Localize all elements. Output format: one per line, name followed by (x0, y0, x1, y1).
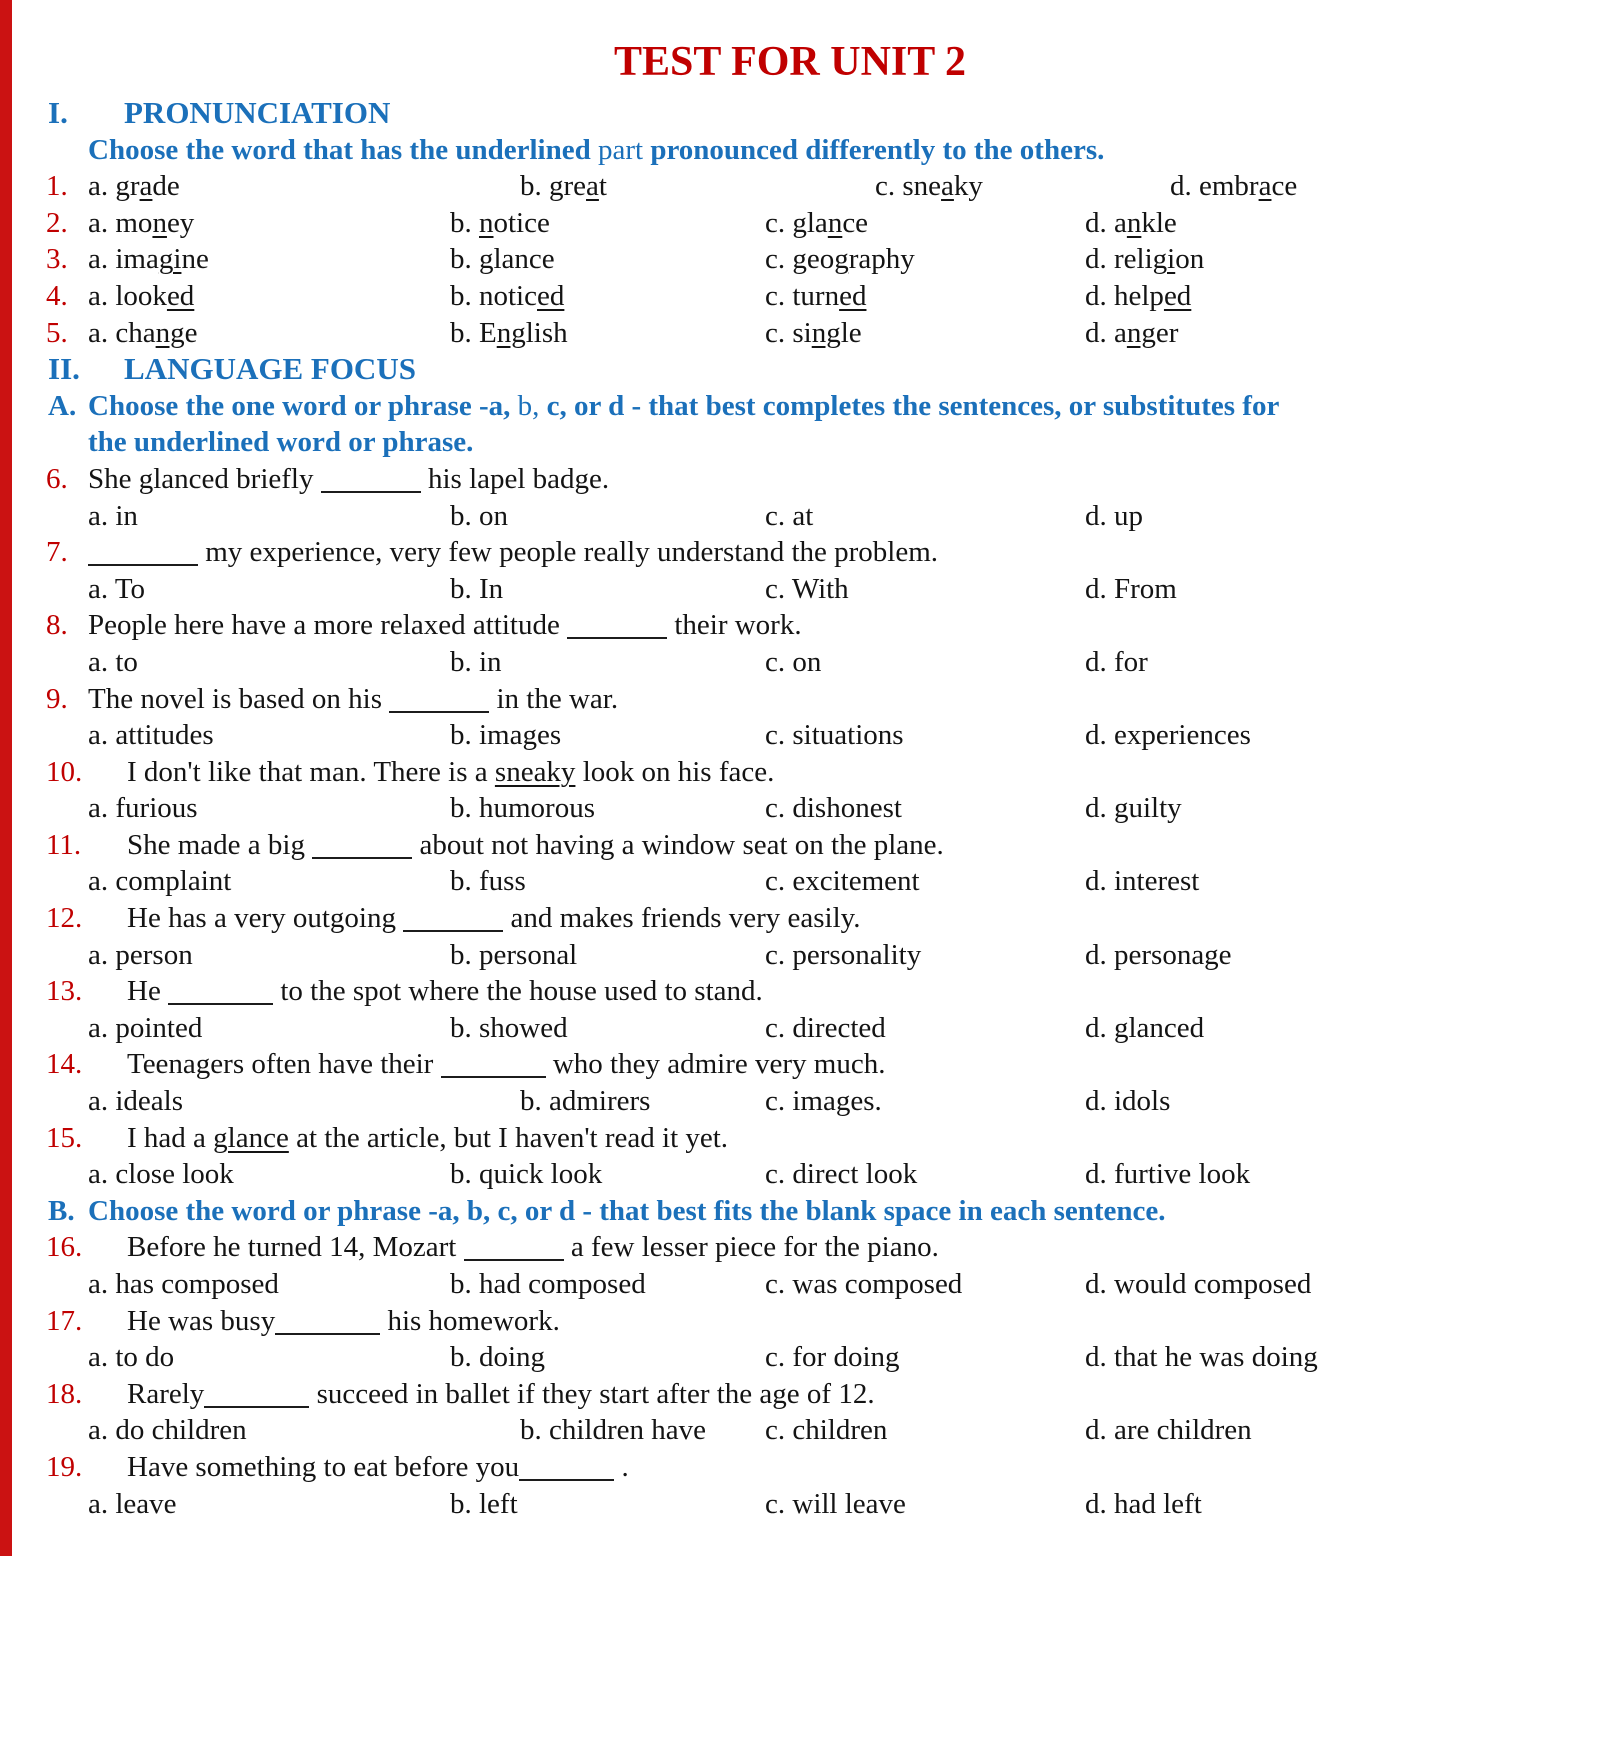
option-label: c. (765, 1487, 793, 1520)
question-row (0, 1449, 1600, 1486)
option-d: d. embrace (1170, 170, 1298, 203)
question-stem: Teenagers often have their who they admire very much. (127, 1048, 886, 1081)
option-b: b. doing (450, 1341, 546, 1374)
option-d: d. personage (1085, 938, 1232, 971)
question-number: 3. (46, 243, 68, 276)
option-label: d. (1085, 572, 1114, 605)
option-d: d. religion (1085, 243, 1205, 276)
option-b: b. notice (450, 206, 550, 239)
option-c: c. turned (765, 279, 867, 312)
option-label: a. (88, 938, 116, 971)
option-c: c. at (765, 499, 814, 532)
option-b: b. English (450, 316, 568, 349)
option-c: c. for doing (765, 1341, 900, 1374)
option-d: d. for (1085, 645, 1148, 678)
page-title: TEST FOR UNIT 2 (613, 39, 967, 85)
option-d: d. glanced (1085, 1011, 1205, 1044)
question-stem: my experience, very few people really understand the problem. (0, 534, 938, 571)
section-1-numeral: I. (48, 95, 68, 130)
option-label: c. (875, 170, 903, 203)
option-label: b. (450, 1341, 479, 1374)
option-c: c. excitement (765, 865, 920, 898)
option-label: a. (88, 1414, 116, 1447)
option-a: a. attitudes (88, 719, 214, 752)
option-b: b. noticed (450, 279, 565, 312)
option-d: d. experiences (1085, 719, 1251, 752)
option-b: b. quick look (450, 1158, 603, 1191)
underlined-part: a (941, 170, 954, 203)
option-a: a. person (88, 938, 193, 971)
option-label: b. (450, 206, 479, 239)
option-label: d. (1085, 1341, 1114, 1374)
option-label: c. (765, 1414, 793, 1447)
options-row (0, 717, 1600, 754)
option-b: b. images (450, 719, 562, 752)
option-b: b. glance (450, 243, 555, 276)
option-label: a. (88, 645, 116, 678)
blank-line (321, 477, 421, 493)
option-label: d. (1085, 243, 1114, 276)
option-label: c. (765, 279, 793, 312)
option-label: c. (765, 1158, 793, 1191)
question-row (0, 1376, 1600, 1413)
question-row (0, 607, 1600, 644)
question-number: 18. (46, 1377, 83, 1410)
underlined-part: g (834, 243, 849, 276)
option-label: b. (450, 316, 479, 349)
underlined-part: n (827, 206, 843, 239)
question-number: 15. (46, 1121, 83, 1154)
option-label: d. (1085, 499, 1114, 532)
option-label: b. (450, 499, 479, 532)
part-a-label: A. (48, 389, 77, 422)
section-2-title: LANGUAGE FOCUS (124, 351, 416, 387)
regular-text: b, (517, 389, 540, 422)
options-row (0, 278, 1600, 315)
option-label: b. (450, 719, 479, 752)
blank-line (88, 550, 198, 566)
question-row (0, 534, 1600, 571)
options-row (0, 571, 1600, 608)
option-label: a. (88, 1011, 116, 1044)
option-label: c. (765, 645, 793, 678)
option-a: a. complaint (88, 865, 232, 898)
option-d: d. anger (1085, 316, 1179, 349)
section-2-heading (0, 351, 1600, 388)
option-label: b. (450, 243, 479, 276)
underlined-part: ng (811, 316, 841, 349)
option-label: b. (450, 1268, 479, 1300)
question-row (0, 900, 1600, 937)
regular-text: part (597, 133, 644, 166)
underlined-part: ng (155, 316, 185, 349)
option-a: a. has composed (88, 1268, 279, 1300)
option-c: c. direct look (765, 1158, 918, 1191)
underlined-part: ed (839, 279, 867, 312)
question-stem: He to the spot where the house used to stand. (127, 975, 763, 1008)
blank-line (389, 697, 489, 713)
options-row (0, 315, 1600, 352)
options-row (0, 790, 1600, 827)
option-a: a. close look (88, 1158, 234, 1191)
option-label: b. (450, 938, 479, 971)
option-label: a. (88, 865, 116, 898)
options-row (0, 1266, 1600, 1303)
question-row (0, 827, 1600, 864)
option-c: c. glance (765, 206, 869, 239)
option-label: d. (1085, 279, 1114, 312)
blank-line (441, 1062, 546, 1078)
question-stem: He has a very outgoing and makes friends very easily. (127, 902, 861, 935)
option-label: c. (765, 1011, 793, 1044)
option-d: d. furtive look (1085, 1158, 1251, 1191)
option-c: c. will leave (765, 1487, 906, 1520)
option-label: c. (765, 1268, 793, 1300)
option-a: a. leave (88, 1487, 177, 1520)
question-stem: She glanced briefly his lapel badge. (88, 462, 610, 495)
question-number: 11. (46, 828, 82, 861)
option-b: b. showed (450, 1011, 568, 1044)
option-c: c. on (765, 645, 822, 678)
blank-line (312, 843, 412, 859)
option-label: c. (765, 206, 793, 239)
option-b: b. on (450, 499, 508, 532)
option-label: d. (1085, 719, 1114, 752)
underlined-part: a (1258, 170, 1272, 203)
option-label: a. (88, 499, 116, 532)
question-number: 4. (46, 279, 68, 312)
blank-line (567, 623, 667, 639)
option-c: c. With (765, 572, 849, 605)
options-row (0, 1339, 1600, 1376)
options-row (0, 205, 1600, 242)
option-b: b. admirers (520, 1085, 651, 1118)
option-label: a. (88, 1268, 116, 1300)
option-label: b. (450, 1487, 479, 1520)
question-stem: The novel is based on his in the war. (88, 682, 619, 715)
option-label: b. (450, 279, 479, 312)
option-label: a. (88, 719, 116, 752)
blank-line (275, 1319, 380, 1335)
option-label: a. (88, 792, 116, 825)
option-label: a. (88, 206, 116, 239)
option-label: d. (1085, 1414, 1114, 1447)
option-a: a. in (88, 499, 138, 532)
option-c: c. dishonest (765, 792, 902, 825)
option-d: d. that he was doing (1085, 1341, 1318, 1374)
document-content (0, 95, 1600, 1522)
underlined-part: ed (166, 279, 195, 312)
options-row (0, 644, 1600, 681)
option-b: b. personal (450, 938, 578, 971)
option-d: d. interest (1085, 865, 1200, 898)
question-number: 7. (46, 536, 68, 569)
section-1-title: PRONUNCIATION (124, 95, 391, 130)
option-a: a. money (88, 206, 195, 239)
option-label: c. (765, 792, 793, 825)
option-a: a. ideals (88, 1085, 184, 1118)
blank-line (403, 916, 503, 932)
option-label: a. (88, 572, 115, 605)
question-number: 10. (46, 755, 83, 788)
option-label: b. (450, 1011, 479, 1044)
option-c: c. personality (765, 938, 922, 971)
option-c: c. situations (765, 719, 904, 752)
option-d: d. would composed (1085, 1268, 1312, 1300)
question-row (0, 461, 1600, 498)
option-label: c. (765, 938, 793, 971)
option-a: a. do children (88, 1414, 247, 1447)
question-row (0, 754, 1600, 791)
option-label: c. (765, 719, 793, 752)
question-number: 8. (46, 609, 68, 642)
option-label: b. (520, 170, 549, 203)
question-number: 16. (46, 1231, 83, 1264)
option-label: a. (88, 1487, 116, 1520)
underlined-part: gi (158, 243, 182, 276)
option-label: d. (1085, 316, 1114, 349)
option-label: d. (1085, 1268, 1114, 1300)
option-label: b. (520, 1414, 549, 1447)
question-row (0, 973, 1600, 1010)
option-d: d. From (1085, 572, 1177, 605)
underlined-part: n (479, 206, 494, 239)
question-number: 6. (46, 462, 68, 495)
question-row (0, 681, 1600, 718)
pronunciation-questions (0, 168, 1600, 351)
option-label: d. (1085, 1011, 1114, 1044)
option-label: a. (88, 279, 116, 312)
option-c: c. sneaky (875, 170, 983, 203)
option-a: a. grade (88, 170, 180, 203)
option-d: d. guilty (1085, 792, 1182, 825)
option-label: c. (765, 316, 793, 349)
option-label: a. (88, 243, 116, 276)
option-d: d. helped (1085, 279, 1192, 312)
option-d: d. are children (1085, 1414, 1252, 1447)
question-stem: People here have a more relaxed attitude their work. (88, 609, 802, 642)
options-row (0, 863, 1600, 900)
question-row (0, 1303, 1600, 1340)
options-row (0, 1156, 1600, 1193)
option-b: b. left (450, 1487, 518, 1520)
option-d: d. up (1085, 499, 1143, 532)
underlined-part: ed (1163, 279, 1192, 312)
option-b: b. In (450, 572, 504, 605)
option-a: a. pointed (88, 1011, 203, 1044)
option-label: a. (88, 1158, 116, 1191)
question-stem: I had a glance at the article, but I haven't read it yet. (127, 1121, 729, 1154)
option-a: a. change (88, 316, 198, 349)
options-row (0, 937, 1600, 974)
option-label: b. (450, 865, 479, 898)
option-label: b. (450, 572, 479, 605)
option-d: d. idols (1085, 1085, 1171, 1118)
options-row (0, 1010, 1600, 1047)
question-number: 17. (46, 1304, 83, 1337)
option-label: a. (88, 1341, 116, 1374)
option-label: d. (1085, 865, 1114, 898)
option-label: d. (1085, 206, 1114, 239)
option-a: a. to do (88, 1341, 175, 1374)
question-number: 14. (46, 1048, 83, 1081)
option-a: a. looked (88, 279, 195, 312)
underlined-part: a (586, 170, 599, 203)
question-number: 19. (46, 1450, 83, 1483)
underlined-part: ng (496, 316, 526, 349)
option-d: d. ankle (1085, 206, 1177, 239)
underlined-part: ng (1126, 316, 1156, 349)
options-row (0, 498, 1600, 535)
option-label: d. (1085, 938, 1114, 971)
question-number: 9. (46, 682, 68, 715)
blank-line (464, 1245, 564, 1261)
section-2-numeral: II. (48, 351, 80, 387)
option-d: d. had left (1085, 1487, 1202, 1520)
question-stem: Rarely succeed in ballet if they start after the age of 12. (127, 1377, 875, 1410)
options-row (0, 241, 1600, 278)
option-label: d. (1170, 170, 1199, 203)
underlined-part: a (139, 170, 153, 203)
option-b: b. great (520, 170, 607, 203)
question-row (0, 1046, 1600, 1083)
option-label: d. (1085, 645, 1114, 678)
section-1-instruction: Choose the word that has the underlined part pronounced differently to the others. (88, 133, 1105, 166)
underlined-part: n (1126, 206, 1142, 239)
option-label: a. (88, 316, 116, 349)
option-label: c. (765, 1085, 793, 1118)
option-c: c. single (765, 316, 862, 349)
question-stem: Have something to eat before you . (127, 1450, 629, 1483)
option-b: b. had composed (450, 1268, 646, 1300)
part-a-questions (0, 461, 1600, 1193)
question-number: 1. (46, 170, 68, 203)
option-b: b. humorous (450, 792, 595, 825)
part-a-instruction-row (0, 388, 1600, 461)
option-label: c. (765, 865, 793, 898)
question-stem: Before he turned 14, Mozart a few lesser piece for the piano. (127, 1231, 939, 1264)
question-number: 12. (46, 902, 83, 935)
option-a: a. to (88, 645, 138, 678)
blank-line (204, 1392, 309, 1408)
option-label: c. (765, 499, 793, 532)
underlined-part: ed (537, 279, 565, 312)
part-b-questions (0, 1229, 1600, 1522)
part-b-instruction-row (0, 1193, 1600, 1230)
option-b: b. fuss (450, 865, 526, 898)
blank-line (519, 1465, 614, 1481)
question-stem: I don't like that man. There is a sneaky look on his face. (127, 755, 775, 788)
option-label: d. (1085, 1085, 1114, 1118)
option-label: b. (450, 645, 479, 678)
underlined-part: glance (213, 1121, 289, 1154)
option-label: c. (765, 572, 792, 605)
part-b-instruction: Choose the word or phrase -a, b, c, or d - that best fits the blank space in each sentence. (88, 1194, 1166, 1227)
question-number: 2. (46, 206, 68, 239)
options-row (0, 168, 1600, 205)
option-label: c. (765, 243, 793, 276)
option-b: b. children have (520, 1414, 707, 1447)
underlined-part: g (479, 243, 494, 276)
options-row (0, 1486, 1600, 1523)
question-number: 5. (46, 316, 68, 349)
options-row (0, 1412, 1600, 1449)
part-b-label: B. (48, 1194, 75, 1227)
question-stem: He was busy his homework. (127, 1304, 560, 1337)
question-stem: She made a big about not having a window seat on the plane. (127, 828, 944, 861)
option-label: a. (88, 170, 116, 203)
option-label: c. (765, 1341, 793, 1374)
option-c: c. children (765, 1414, 888, 1447)
option-a: a. imagine (88, 243, 209, 276)
option-a: a. furious (88, 792, 198, 825)
option-c: c. geography (765, 243, 915, 276)
section-1-heading (0, 95, 1600, 132)
option-label: a. (88, 1085, 116, 1118)
question-number: 13. (46, 975, 83, 1008)
option-c: c. was composed (765, 1268, 963, 1300)
option-a: a. To (88, 572, 146, 605)
underlined-part: sneaky (494, 755, 576, 788)
question-row (0, 1120, 1600, 1157)
option-label: b. (450, 1158, 479, 1191)
blank-line (168, 989, 273, 1005)
option-label: d. (1085, 792, 1114, 825)
question-row (0, 1229, 1600, 1266)
option-b: b. in (450, 645, 502, 678)
option-label: b. (450, 792, 479, 825)
option-c: c. images. (765, 1085, 882, 1118)
part-a-instruction: Choose the one word or phrase -a, b, c, or d - that best completes the sentences, or substitutes for the underlined word or phrase. (88, 389, 1280, 459)
option-c: c. directed (765, 1011, 886, 1044)
options-row (0, 1083, 1600, 1120)
option-label: b. (520, 1085, 549, 1118)
underlined-part: gi (1152, 243, 1176, 276)
underlined-part: n (152, 206, 167, 239)
option-label: d. (1085, 1487, 1114, 1520)
option-label: d. (1085, 1158, 1114, 1191)
